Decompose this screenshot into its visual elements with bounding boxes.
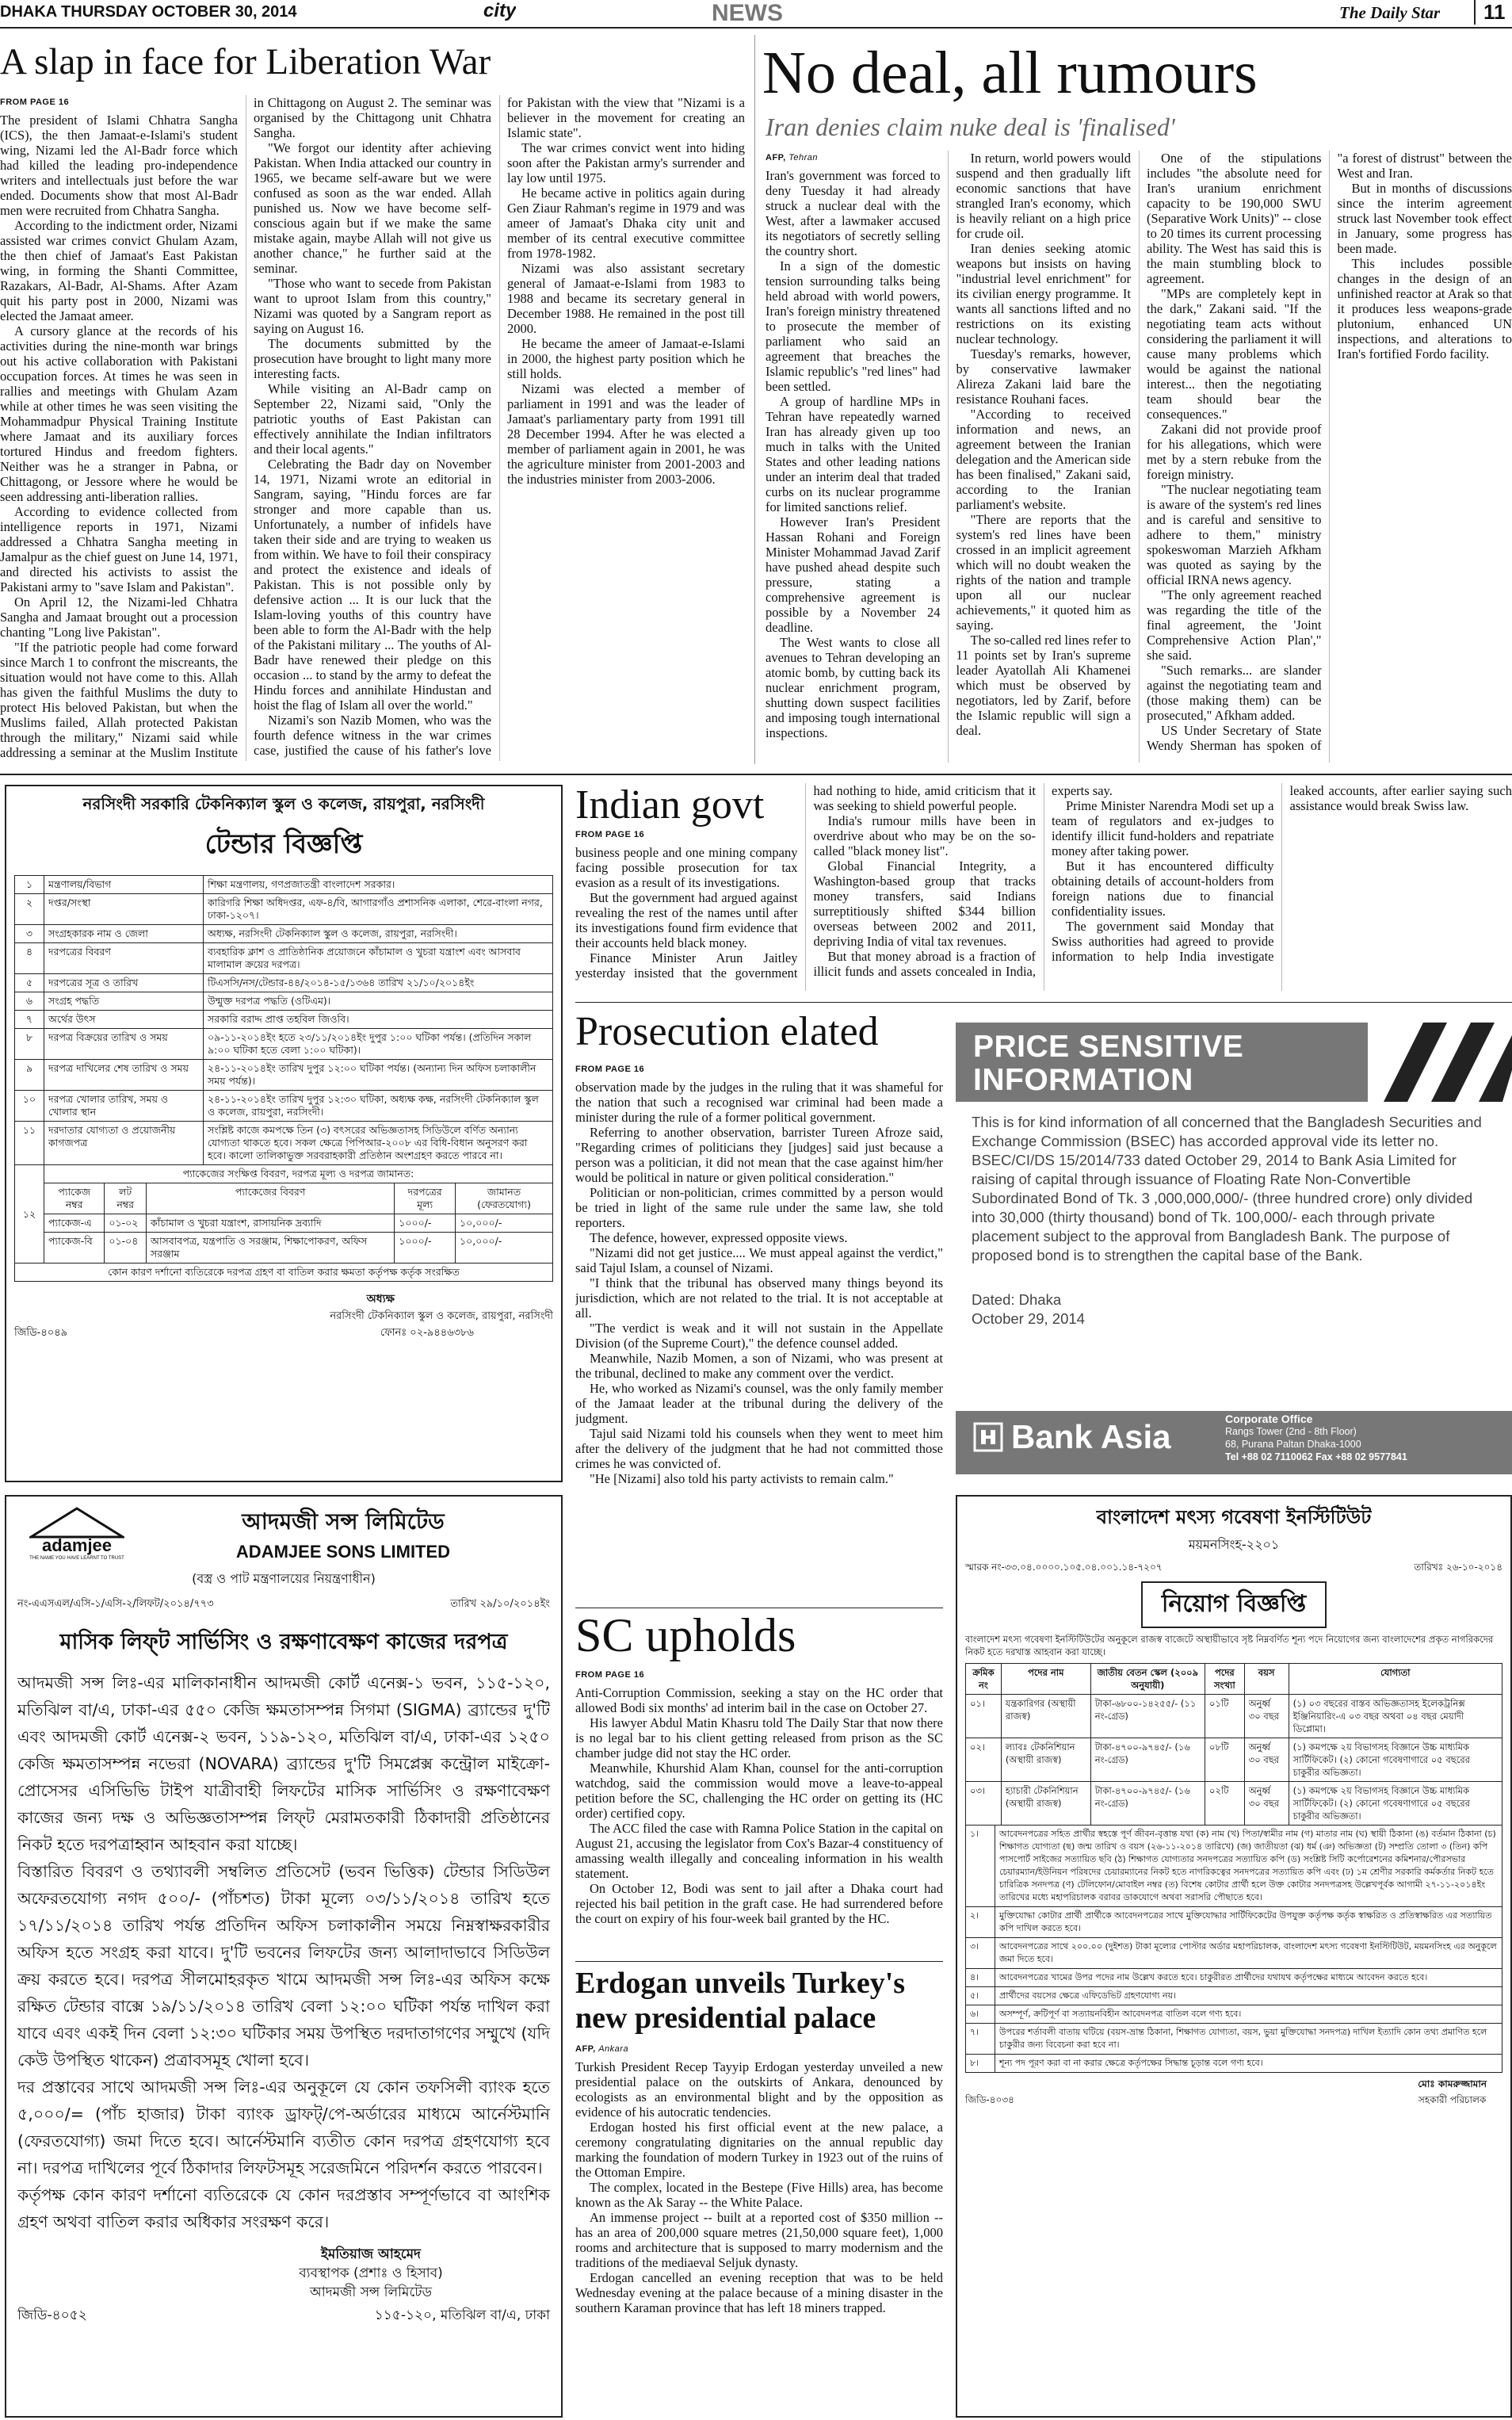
condition-row	[966, 1987, 1502, 2005]
condition-text: মুক্তিযোদ্ধা কোটার প্রার্থী প্রার্থীকে আবেদনপত্রের সাথে মুক্তিযোদ্ধার সার্টিফিকেটের উপযুক্ত কর্তৃপক্ষ কর্তৃক স্বাক্ষরিত ও প্রতিস্বাক্ষরিত এর সত্যায়িত কপি দাখিল করতে হবে।	[995, 1907, 1502, 1938]
section-divider	[575, 1002, 1512, 1003]
condition-row	[966, 1938, 1502, 1969]
paragraph: "The only agreement reached was regarding the title of the final agreement, the 'Joint Comprehensive Action Plan'," she said.	[1147, 587, 1322, 663]
paragraph: India's rumour mills have been in overdrive about who may be on the so-called "black money list".	[813, 813, 1036, 858]
paragraph: His lawyer Abdul Matin Khasru told The Daily Star that now there is no legal bar to his client getting released from prison as the SC chamber judge did not stay the HC order.	[575, 1715, 943, 1761]
table-cell: ১০,০০০/-	[456, 1233, 553, 1264]
condition-row	[966, 2005, 1502, 2024]
paragraph: But in months of discussions since the interim agreement struck last November took effect in January, some progress has been made.	[1337, 181, 1512, 256]
row-number: ২	[15, 894, 44, 925]
table-row	[15, 925, 553, 943]
row-value: কারিগরি শিক্ষা অধিদপ্তর, এফ-৪/বি, আগারগাঁও প্রশাসনিক এলাকা, শেরে-বাংলা নগর, ঢাকা-১২০৭।	[204, 894, 553, 925]
table-row	[15, 1214, 553, 1233]
table-cell: প্যাকেজ-বি	[44, 1233, 105, 1264]
dateline: Ankara	[598, 2044, 629, 2054]
ad-price-sensitive-date: October 29, 2014	[972, 1310, 1085, 1327]
condition-text: আবেদনপত্রের সাথে ২০০.০০ (দুইশত) টাকা মূল্যের পোস্টার অর্ডার মহাপরিচালক, বাংলাদেশ মৎস্য গবেষণা ইনস্টিটিউট, ময়মনসিংহ এর অনুকূলে জমা দিতে হবে।	[995, 1938, 1502, 1969]
table-cell: টাকা-৪৭০০-৯৭৪৫/- (১৬ নং-গ্রেড)	[1090, 1738, 1205, 1782]
ad-tender-title: টেন্ডার বিজ্ঞপ্তি	[204, 828, 363, 860]
condition-number: ৫।	[966, 1987, 995, 2005]
paragraph: Celebrating the Badr day on November 14, 1971, Nizami wrote an editorial in Sangram, saying, "Hindu forces are far stronger and more capable than us. Unfortunately, a number of infidels have taken their side and are trying to weaken us from within. We have to foil their conspiracy and protect the existence and ideals of Pakistan. This is not possible only by defensive action ... It is our luck that the Islam-loving youths of this country have been able to form the Al-Badr with the help of the Pakistani military ... The youths of Al-Badr have renewed their pledge on this occasion ... to stand by the army to defeat the Hindu forces and annihilate Hindustan and hoist the flag of Islam all over the world."	[254, 457, 491, 713]
adamjee-logo	[17, 1507, 136, 1561]
paragraph: Nizami was also assistant secretary general of Jamaat-e-Islami from 1983 to 1988 and became its secretary general in December 1988. He remained in the post till 2000.	[507, 261, 745, 336]
paragraph: Turkish President Recep Tayyip Erdogan yesterday unveiled a new presidential palace on the outskirts of Ankara, denounced by ecologists as an environmental blight and by the opposition as evidence of his autocratic tendencies.	[575, 2059, 943, 2120]
row-value: অধ্যক্ষ, নরসিংদী টেকনিক্যাল স্কুল ও কলেজ, রায়পুরা, নরসিংদী।	[204, 925, 553, 943]
table-cell: অনুর্ধ্ব ৩০ বছর	[1244, 1782, 1289, 1826]
article-liberation-body	[0, 95, 745, 761]
ad-fisheries-table	[965, 1663, 1502, 1826]
condition-number: ৭।	[966, 2024, 995, 2055]
table-row	[15, 1029, 553, 1060]
paragraph: "We forgot our identity after achieving Pakistan. When India attacked our country in 1965, we became self-aware but we were confused as soon as the war ended. Allah punished us. Now we have become self-conscious again but if we make the same mistake again, maybe Allah will not give us another chance," he further said at the seminar.	[254, 140, 491, 276]
article-erdogan	[575, 1966, 943, 2418]
paragraph: According to the indictment order, Nizami assisted war crimes convict Ghulam Azam, the then chief of Jamaat's East Pakistan wing, in forming the Shanti Committee, Razakars, Al-Badr, Al-Shams. After Azam quit his party post in 2000, Nizami was elected the Jamaat ameer.	[0, 218, 238, 323]
column-header: জাতীয় বেতন স্কেল (২০০৯ অনুযায়ী)	[1090, 1664, 1205, 1695]
paragraph: In a sign of the domestic tension surrounding talks being held abroad with world powers, Iran's foreign ministry threatened to prosecute the member of parliament who said an agreement that breaches the Islamic republic's "red lines" had been settled.	[766, 258, 941, 394]
row-value: ০৯-১১-২০১৪ইং হতে ২৩/১১/২০১৪ইং দুপুর ১:০০ ঘটিকা পর্যন্ত। (প্রতিদিন সকাল ৯:০০ ঘটিকা হতে বেলা ১:০০ ঘটিকা)।	[204, 1029, 553, 1060]
table-cell: যন্ত্রকারিগর (অস্থায়ী রাজস্ব)	[1001, 1695, 1090, 1738]
paragraph: Meanwhile, Nazib Momen, a son of Nizami, who was present at the tribunal, declined to make any comment over the verdict.	[575, 1351, 943, 1381]
gd-number: জিডি-৪০৪৯	[14, 1327, 68, 1339]
row-value: উন্মুক্ত দরপত্র পদ্ধতি (ওটিএম)।	[204, 992, 553, 1011]
ad-tender-footer	[14, 1325, 553, 1342]
office-line-1: Rangs Tower (2nd - 8th Floor)	[1225, 1426, 1357, 1437]
article-liberation-war	[0, 32, 745, 769]
headline-spacer	[575, 783, 798, 828]
paragraph: This includes possible changes in the design of an unfinished reactor at Arak so that it produces less weapons-grade plutonium, enhanced UN inspections, and alterations to Iran's fortified Fordo facility.	[1337, 256, 1512, 361]
paragraph: A group of hardline MPs in Tehran have repeatedly warned Iran has already given up too much in talks with the United States and other leading nations under an interim deal that traded curbs on its nuclear programme for limited sanctions relief.	[766, 394, 941, 514]
sign-name: ইমতিয়াজ আহমেদ	[321, 2246, 421, 2262]
column-header: বয়স	[1244, 1664, 1289, 1695]
row-label: সংগ্রহ পদ্ধতি	[44, 992, 204, 1011]
row-number: ৪	[15, 943, 44, 974]
condition-text: অসম্পূর্ণ, ক্রটিপূর্ণ বা সত্যায়নবিহীন আবেদনপত্র বাতিল বলে গণ্য হবে।	[995, 2005, 1502, 2024]
table-cell: ১০,০০০/-	[456, 1214, 553, 1233]
office-phone: Tel +88 02 7110062 Fax +88 02 9577841	[1225, 1451, 1407, 1462]
dateline: Tehran	[788, 153, 819, 162]
article-prosecution-body	[575, 1062, 943, 1609]
row-value: সরকারি বরাদ্দ প্রাপ্ত তহবিল জিওবি।	[204, 1011, 553, 1029]
row-label: সংগ্রহকারক নাম ও জেলা	[44, 925, 204, 943]
table-cell: ০৩।	[966, 1782, 1002, 1826]
table-row	[15, 1122, 553, 1165]
ad-fisheries	[956, 1495, 1512, 2418]
from-label: FROM PAGE 16	[575, 1065, 645, 1074]
paragraph: Nizami was elected a member of parliament in 1991 and was the leader of Jamaat's parliamentary party from 1991 till 28 December 1994. After he was elected a member of parliament again in 2001, he was the agriculture minister from 2001-2003 and the industries minister from 2003-2006.	[507, 381, 745, 487]
table-cell: (১) কমপক্ষে ২য় বিভাগসহ বিজ্ঞানে উচ্চ মাধ্যমিক সার্টিফিকেট। (২) কোনো গবেষণাগারে ০৫ বছরের চাকুরীর অভিজ্ঞতা।	[1289, 1782, 1502, 1826]
paragraph: But it has encountered difficulty obtaining details of account-holders from foreign nations due to financial confidentiality issues.	[1052, 858, 1274, 919]
paragraph: US Under Secretary of State Wendy Sherman has spoken of "a forest of distrust" between the West and Iran.	[1147, 151, 1512, 753]
paragraph: He, who worked as Nizami's counsel, was the only family member of the Jamaat leader at the tribunal during the delivery of the judgment.	[575, 1381, 943, 1426]
row-label: অর্থের উৎস	[44, 1011, 204, 1029]
bank-asia-logo-text: Bank Asia	[1011, 1418, 1171, 1455]
row-value: টিএসসি/নস/টেন্ডার-৪৪/২০১৪-১৫/১৩৬৪ তারিখ ২১/১০/২০১৪ইং	[204, 974, 553, 992]
adamjee-logo-tagline: THE NAME YOU HAVE LEARNT TO TRUST	[29, 1555, 124, 1561]
row-value: সংশ্লিষ্ট কাজে কমপক্ষে তিন (৩) বৎসরের অভিজ্ঞতাসহ সিডিউলে বর্ণিত অন্যান্য যোগ্যতা থাকতে হবে। সকল ক্ষেত্রে পিপিআর-২০০৮ এর বিধি-বিধান অনুসরণ করা হবে। কালো তালিকাভুক্ত সরবরাহকারী প্রতিষ্ঠান অংশগ্রহণ করতে পারবে না।	[204, 1122, 553, 1165]
ad-adamjee-header	[17, 1504, 550, 1562]
ad-tender-table	[14, 875, 553, 1165]
paragraph: In return, world powers would suspend and then gradually lift economic sanctions that have strangled Iran's economy, which is heavily reliant on a high price for crude oil.	[956, 151, 1131, 241]
paragraph: The complex, located in the Bestepe (Five Hills) area, has become known as the Ak Saray -- the White Palace.	[575, 2180, 943, 2210]
paragraph: A cursory glance at the records of his activities during the nine-month war brings out his active collaboration with Pakistani occupation forces. At times he was seen in rallies and meetings with Ghulam Azam while at other times he was seen visiting the Mohammadpur Physical Training Institute where Jamaat and its auxiliary forces tortured Hindus and freedom fighters. Neither was he a stranger in Pabna, or Chittagong, or Jessore where he would be seen addressing anti-liberation rallies.	[0, 323, 238, 504]
condition-row	[966, 1907, 1502, 1938]
paragraph: দর প্রস্তাবের সাথে আদমজী সন্স লিঃ-এর অনুকূলে যে কোন তফসিলী ব্যাংক হতে ৫,০০০/= (পাঁচ হাজার) টাকা ব্যাংক ড্রাফট্‌/পে-অর্ডারের মাধ্যমে আর্নেস্টমানি (ফেরতযোগ্য) জমা দিতে হবে। আর্নেস্টমানি ব্যতীত কোন দরপত্র গ্রহণযোগ্য হবে না। দরপত্র দাখিলের পূর্বে ঠিকাদার লিফটসমূহ সরেজমিনে পরিদর্শন করতে পারবেন।	[17, 2078, 550, 2177]
title-line-2: INFORMATION	[973, 1063, 1193, 1097]
masthead	[0, 0, 1512, 29]
ad-fisheries-ref-row	[965, 1561, 1502, 1577]
paragraph: Referring to another observation, barrister Tureen Afroze said, "Regarding crimes of politicians they [judges] said just because a person was a politician, it did not mean that the case against him/her would be political in nature or given political consideration."	[575, 1125, 943, 1185]
ad-tender-note: কোন কারণ দর্শানো ব্যতিরেকে দরপত্র গ্রহণ বা বাতিল করার ক্ষমতা কর্তৃপক্ষ কর্তৃক সংরক্ষিত	[15, 1264, 553, 1282]
table-cell: হ্যাচারী টেকনিশিয়ান (অস্থায়ী রাজস্ব)	[1001, 1782, 1090, 1826]
paragraph: observation made by the judges in the ruling that it was shameful for the nation that such a recognised war criminal had been made a minister during the rule of a former political government.	[575, 1080, 943, 1125]
paragraph: Iran denies seeking atomic weapons but insists on having "industrial level enrichment" for its civilian energy programme. It wants all sanctions lifted and no restrictions on its existing nuclear technology.	[956, 241, 1131, 346]
row-value: ব্যবহারিক ক্লাশ ও প্রাতিষ্ঠানিক প্রয়োজনে কাঁচামাল ও খুচরা যন্ত্রাংশ এবং আসবাব মালামাল ক্রয়ের দরপত্র।	[204, 943, 553, 974]
paragraph: He became active in politics again during Gen Ziaur Rahman's regime in 1979 and was ameer of Jamaat's Dhaka city unit and member of its central executive committee from 1978-1982.	[507, 185, 745, 261]
column-header: ক্রমিক নং	[966, 1664, 1002, 1695]
article-indian-govt	[575, 783, 1512, 997]
paragraph: Nizami's son Nazib Momen, who was the fourth defence witness in the war crimes case, justified the cause of his father's love for Pakistan with the view that "Nizami is a believer in the movement for creating an Islamic state".	[254, 95, 745, 758]
table-cell: প্যাকেজ-এ	[44, 1214, 105, 1233]
paragraph: While visiting an Al-Badr camp on September 22, Nizami said, "Only the patriotic youths of East Pakistan can effectively annihilate the Indian infiltrators and their local agents."	[254, 381, 491, 457]
row-number: ৯	[15, 1060, 44, 1091]
table-row	[966, 1695, 1502, 1738]
table-cell: আসবাবপত্র, যন্ত্রপাতি ও সরঞ্জাম, শিক্ষাপোকরণ, অফিস সরঞ্জাম	[146, 1233, 394, 1264]
condition-text: শূন্য পদ পূরণ করা বা না করার ক্ষেত্রে কর্তৃপক্ষের সিদ্ধান্ত চূড়ান্ত বলে গণ্য হবে।	[995, 2055, 1502, 2073]
condition-row	[966, 2055, 1502, 2073]
condition-number: ৮।	[966, 2055, 995, 2073]
masthead-date: DHAKA THURSDAY OCTOBER 30, 2014	[0, 3, 297, 21]
article-prosecution-headline: Prosecution elated	[575, 1009, 879, 1054]
paragraph: The documents submitted by the prosecution have brought to light many more interesting facts.	[254, 336, 491, 381]
table-cell: (১) কমপক্ষে ২য় বিভাগসহ বিজ্ঞানে উচ্চ মাধ্যমিক সার্টিফিকেট। (২) কোনো গবেষণাগারে ০৫ বছরের চাকুরীর অভিজ্ঞতা।	[1289, 1738, 1502, 1782]
section-divider	[0, 774, 1512, 775]
paragraph: "He [Nizami] also told his party activists to remain calm."	[590, 1471, 894, 1486]
paragraph: "According to received information and news, an agreement between the Iranian delegation and the American side has been finalised," Zakani said, according to the Iranian parliament's website.	[956, 407, 1131, 512]
paragraph: "Nizami did not get justice.... We must appeal against the verdict," said Tajul Islam, a counsel of Nizami.	[575, 1245, 943, 1275]
ad-adamjee-name-bn: আদমজী সন্স লিমিটেড	[242, 1508, 445, 1535]
ref-number: স্মারক নং-৩৩.০৪.০০০০.১০৫.০৪.০০১.১৪-৭২০৭	[965, 1562, 1163, 1573]
adamjee-logo-icon	[29, 1507, 124, 1539]
gd-number: জিডি-৪০৩৪	[965, 2094, 1014, 2105]
paragraph: But that money abroad is a fraction of illicit funds and assets concealed in India, experts say.	[813, 783, 1113, 979]
paragraph: "There are reports that the system's red lines have been crossed in an implicit agreement which will no doubt weaken the rights of the nation and trample upon all our nuclear achievements," it quoted him as saying.	[956, 512, 1131, 633]
row-number: ৮	[15, 1029, 44, 1060]
row-label: দরদাতার যোগ্যতা ও প্রয়োজনীয় কাগজপত্র	[44, 1122, 204, 1165]
agency: AFP,	[766, 153, 786, 162]
table-row	[15, 894, 553, 925]
ad-fisheries-location: ময়মনসিংহ-২২০১	[1188, 1537, 1280, 1552]
column-divider	[754, 35, 755, 764]
table-cell: ১০০০/-	[395, 1214, 456, 1233]
paragraph: The so-called red lines refer to 11 points set by Iran's supreme leader Ayatollah Ali Khamenei which must be observed by negotiators, led by Zarif, before the Islamic republic will sign a deal.	[956, 633, 1131, 738]
paragraph: Finance Minister Arun Jaitley yesterday insisted that the government had nothing to hide, amid criticism that it was seeking to shield powerful people.	[575, 783, 1036, 981]
paragraph: Erdogan cancelled an evening reception that was to be held Wednesday evening at the palace because of a mining disaster in the southern Karaman province that has left 18 miners trapped.	[575, 2270, 943, 2315]
paragraph: Global Financial Integrity, a Washington-based group that tracks money transfers, said Indians surreptitiously shifted $344 billion overseas between 2002 and 2011, depriving India of vital tax revenues.	[813, 858, 1036, 949]
masthead-section-city: city	[483, 0, 517, 21]
paragraph: Erdogan hosted his first official event at the new palace, a ceremony congratulating dignitaries on the annual republic day marking the foundation of modern Turkey in 1923 out of the ruins of the Ottoman Empire.	[575, 2120, 943, 2180]
ad-price-sensitive-title	[973, 1030, 1417, 1097]
table-cell: ০১।	[966, 1695, 1002, 1738]
from-label	[766, 151, 941, 166]
paragraph: According to evidence collected from intelligence reports in 1971, Nizami addressed a Chhatra Sangha meeting in Jamalpur as the chief guest on June 14, 1971, and directed his activists to assist the Pakistani army to "save Islam and Pakistan".	[0, 504, 238, 594]
row-label: দরপত্র দাখিলের শেষ তারিখ ও সময়	[44, 1060, 204, 1091]
paragraph: The defence, however, expressed opposite views.	[590, 1230, 848, 1245]
article-iran-subhead: Iran denies claim nuke deal is 'finalised'	[766, 113, 1175, 141]
masthead-page-number: 11	[1474, 0, 1506, 25]
ad-tender-heading: নরসিংদী সরকারি টেকনিক্যাল স্কুল ও কলেজ, রায়পুরা, নরসিংদী	[82, 794, 485, 813]
office-line-2: 68, Purana Paltan Dhaka-1000	[1225, 1439, 1361, 1450]
article-iran-body	[766, 151, 1512, 763]
row-number: ১০	[15, 1091, 44, 1122]
table-cell: টাকা-৬৮০০-১৪২৫৫/- (১১ নং-গ্রেড)	[1090, 1695, 1205, 1738]
ad-adamjee-body	[17, 1669, 550, 2235]
ad-tender-sign-title: অধ্যক্ষ	[366, 1293, 395, 1306]
column-header: প্যাকেজের বিবরণ	[146, 1183, 394, 1214]
ad-fisheries-signature	[1418, 2078, 1487, 2109]
paragraph: "MPs are completely kept in the dark," Zakani said. "If the negotiating team acts without considering the parliament it will cause many problems which would be against the national interest... then the negotiating team should bear the consequences."	[1147, 286, 1322, 422]
table-cell: ০২।	[966, 1738, 1002, 1782]
paragraph: Politician or non-politician, crimes committed by a person would be tried in light of the same rule under the same law, she told reporters.	[575, 1185, 943, 1230]
ad-tender-package-table	[14, 1164, 553, 1282]
ad-fisheries-conditions	[965, 1825, 1502, 2073]
ad-adamjee-name-en: ADAMJEE SONS LIMITED	[235, 1542, 451, 1562]
table-cell: ০১-০৪	[105, 1233, 147, 1264]
ad-fisheries-intro: বাংলাদেশ মৎস্য গবেষণা ইনস্টিটিউটের অনুকূলে রাজস্ব বাজেটে অস্থায়ীভাবে সৃষ্ট নিম্নবর্ণিত শূন্য পদে নিয়োগের জন্য বাংলাদেশের প্রকৃত নাগরিকদের নিকট হতে দরখাস্ত আহবান করা যাচ্ছে।	[965, 1634, 1494, 1657]
bank-asia-logo-icon	[973, 1422, 1003, 1452]
ad-tender-narsingdi	[5, 785, 563, 1482]
condition-number: ২।	[966, 1907, 995, 1938]
paragraph: আদমজী সন্স লিঃ-এর মালিকানাধীন আদমজী কোর্ট এনেক্স-১ ভবন, ১১৫-১২০, মতিঝিল বা/এ, ঢাকা-এর ৫৫০ কেজি ক্ষমতাসম্পন্ন সিগমা (SIGMA) ব্র্যান্ডের দু'টি এবং আদমজী কোর্ট এনেক্স-২ ভবন, ১১৯-১২০, মতিঝিল বা/এ, ঢাকা-এর ১২৫০ কেজি ক্ষমতাসম্পন্ন নভেরা (NOVARA) ব্র্যান্ডের দু'টি সিমপ্লেক্স কন্ট্রোল মাইক্রো-প্রোসেসর এসিভিভি টাইপ যাত্রীবাহী লিফটের মাসিক সার্ভিসিং ও রক্ষণাবেক্ষণ কাজের জন্য দক্ষ ও অভিজ্ঞতাসম্পন্ন লিফ্‌ট মেরামতকারী ঠিকাদারী প্রতিষ্ঠানের নিকট হতে দরপত্রাহ্বান আহবান করা যাচ্ছে।	[17, 1673, 550, 1854]
table-row	[966, 1738, 1502, 1782]
paragraph: One of the stipulations includes "the absolute need for Iran's uranium enrichment capacity to be 190,000 SWU (Separative Work Units)" -- close to 20 times its current processing ability. The West has said this is the main stumbling block to agreement.	[1147, 151, 1322, 286]
table-cell: ল্যাবঃ টেকনিশিয়ান (অস্থায়ী রাজস্ব)	[1001, 1738, 1090, 1782]
article-indian-govt-body	[575, 783, 1512, 991]
condition-text: প্রার্থীদের বয়সের ক্ষেত্রে এফিডেভিট গ্রহণযোগ্য নয়।	[995, 1987, 1502, 2005]
article-indian-govt-headline: Indian govt	[575, 783, 765, 828]
section-divider	[575, 1961, 943, 1962]
paragraph: On April 12, the Nizami-led Chhatra Sangha and Jamaat brought out a procession chanting "Long live Pakistan".	[0, 594, 238, 640]
condition-number: ৩।	[966, 1938, 995, 1969]
paragraph: Tajul said Nizami told his counsels when they went to meet him after the delivery of the judgment that he had not committed those crimes he was convicted of.	[575, 1426, 943, 1471]
sign-org: আদমজী সন্স লিমিটেড	[309, 2284, 433, 2300]
ad-price-sensitive-body: This is for kind information of all concerned that the Bangladesh Securities and Exchange Commission (BSEC) has accorded approval vide its letter no. BSEC/CI/DS 15/2014/733 dated October 29, 2014 to Bank Asia Limited for raising of capital through issuance of Floating Rate Non-Convertible Subordinated Bond of Tk. 3 ,000,000,000/- (three hundred crore) only divided into 30,000 (thirty thousand) bond of Tk. 100,000/- each through private placement subject to the approval from Bangladesh Bank. The purpose of proposed bond is to strengthen the capital base of the Bank.	[972, 1114, 1482, 1264]
table-cell: অনুর্ধ্ব ৩০ বছর	[1244, 1695, 1289, 1738]
bank-asia-pattern-graphic	[1368, 1023, 1512, 1102]
gd-number: জিডি-৪০৫২	[17, 2307, 87, 2323]
condition-text: আবেদনপত্রের সহিত প্রার্থীর স্বহস্তে পূর্ণ জীবন-বৃত্তান্ত যথা (ক) নাম (খ) পিতা/স্বামীর নাম (গ) মাতার নাম (ঘ) স্থায়ী ঠিকানা (ঙ) বর্তমান ঠিকানা (চ) শিক্ষাগত যোগ্যতা (ছ) জন্ম তারিখ ও বয়স (২৬-১১-২০১৪ তারিখে) (জ) জাতীয়তা (ঝ) ধর্ম (ঞ) অভিজ্ঞতা (ট) সম্প্রতি তোলা ৩ (তিন) কপি পাসপোর্ট সাইজের সত্যায়িত ছবি (ঠ) শিক্ষাগত যোগ্যতার সনদপত্রের সত্যায়িত কপি (ড) সংশ্লিষ্ট সিটি কর্পোরেশনের কমিশনার/পৌরসভার চেয়ারম্যান/ইউনিয়ন পরিষদের চেয়ারম্যানের নিকট হতে নাগরিকত্বের সনদপত্রের সত্যায়িত কপি এবং (ঢ) ১ম শ্রেণীর সরকারি কর্মকর্তার নিকট হতে চারিত্রিক সনদপত্র (ণ) টেলিফোন/মোবাইল নম্বর (ত) বিশেষ কোটার প্রার্থী হলে উক্ত কোটার সনদপত্রসহ উল্লেখপূর্বক আগামী ২৭-১১-২০১৪ইং তারিখের মধ্যে মহাপরিচালক বরাবর ডাকযোগে অথবা সরাসরি পৌছাতে হবে।	[995, 1826, 1502, 1907]
paragraph: An immense project -- built at a reported cost of $350 million -- has an area of 200,000 square metres (21,50,000 square feet), 1,000 rooms and architecture that is supposed to marry modernism and the traditions of the mediaeval Seljuk dynasty.	[575, 2210, 943, 2270]
paragraph: Tuesday's remarks, however, by conservative lawmaker Alireza Zakani laid bare the resistance Rouhani faces.	[956, 346, 1131, 407]
table-row	[15, 974, 553, 992]
paragraph: Meanwhile, Khurshid Alam Khan, counsel for the anti-corruption watchdog, said the commission would move a leave-to-appeal petition before the SC, challenging the HC order on getting its (HC order) certified copy.	[575, 1761, 943, 1821]
article-sc-headline: SC upholds	[575, 1609, 796, 1661]
condition-row	[966, 2024, 1502, 2055]
ad-price-sensitive	[956, 1023, 1512, 1474]
column-header: প্যাকেজ নম্বর	[44, 1183, 105, 1214]
condition-row	[966, 1826, 1502, 1907]
table-cell: ০৮টি	[1205, 1738, 1244, 1782]
article-erdogan-headline: Erdogan unveils Turkey's new presidential palace	[575, 1967, 906, 2035]
ad-adamjee-title: মাসিক লিফ্‌ট সার্ভিসিং ও রক্ষণাবেক্ষণ কাজের দরপত্র	[59, 1630, 508, 1654]
row-number: ৫	[15, 974, 44, 992]
ad-price-sensitive-dated: Dated: Dhaka	[972, 1291, 1062, 1308]
paragraph: He became the ameer of Jamaat-e-Islami in 2000, the highest party position which he still holds.	[507, 336, 745, 381]
condition-row	[966, 1969, 1502, 1987]
paragraph: কর্তৃপক্ষ কোন কারণ দর্শানো ব্যতিরেকে যে কোন দরপ্রস্তাব সম্পূর্ণভাবে বা আংশিক গ্রহণ অথবা বাতিল করার অধিকার সংরক্ষণ করে।	[17, 2185, 550, 2231]
article-iran-headline: No deal, all rumours	[762, 40, 1258, 106]
condition-number: ১।	[966, 1826, 995, 1907]
column-header: লট নম্বর	[105, 1183, 147, 1214]
paragraph: "The nuclear negotiating team is aware of the system's red lines and is careful and sensitive to adhere to them," ministry spokeswoman Marzieh Afkham was quoted as saying by the official IRNA news agency.	[1147, 482, 1322, 587]
condition-number: ৪।	[966, 1969, 995, 1987]
package-title: প্যাকেজের সংক্ষিপ্ত বিবরণ, দরপত্র মূল্য ও দরপত্র জামানত:	[44, 1165, 553, 1183]
from-label: FROM PAGE 16	[0, 97, 70, 107]
adamjee-logo-text: adamjee	[41, 1535, 113, 1555]
table-row	[15, 1011, 553, 1029]
paragraph: But the government had argued against revealing the rest of the names until after its investigations found firm evidence that their accounts held black money.	[575, 890, 798, 950]
row-value: ২৪-১১-২০১৪ইং তারিখ দুপুর ১২:৩০ ঘটিকা, অধ্যক্ষ কক্ষ, নরসিংদী টেকনিক্যাল স্কুল ও কলেজ, রায়পুরা, নরসিংদী।	[204, 1091, 553, 1122]
table-row	[15, 1091, 553, 1122]
condition-text: আবেদনপত্রের খামের উপর পদের নাম উল্লেখ করতে হবে। চাকুরীরত প্রার্থীদের যথাযথ কর্তৃপক্ষের মাধ্যমে আবেদন করতে হবে।	[995, 1969, 1502, 1987]
table-row	[15, 1060, 553, 1091]
ref-date: তারিখ ২৯/১০/২০১৪ইং	[450, 1598, 550, 1610]
article-prosecution	[575, 1008, 943, 1611]
column-header: পদের নাম	[1001, 1664, 1090, 1695]
row-value: ২৪-১১-২০১৪ইং তারিখ দুপুর ১২:০০ ঘটিকা পর্যন্ত। (অন্যান্য দিন অফিস চলাকালীন সময় পর্যন্ত)।	[204, 1060, 553, 1091]
condition-number: ৬।	[966, 2005, 995, 2024]
table-cell: ০২টি	[1205, 1782, 1244, 1826]
title-line-1: PRICE SENSITIVE	[973, 1030, 1244, 1064]
article-iran	[762, 32, 1512, 769]
paragraph: বিস্তারিত বিবরণ ও তথ্যাবলী সম্বলিত প্রতিসেট (ভবন ভিত্তিক) টেন্ডার সিডিউল অফেরতযোগ্য নগদ ৫০০/- (পাঁচশত) টাকা মূল্যে ০৩/১১/২০১৪ তারিখ হতে ১৭/১১/২০১৪ তারিখ পর্যন্ত প্রতিদিন অফিস চলাকালীন সময়ে নিম্নস্বাক্ষরকারীর অফিস হতে সংগ্রহ করা যাবে। দু'টি ভবনের লিফটের জন্য আলাদাভাবে সিডিউল ক্রয় করতে হবে। দরপত্র সীলমোহরকৃত খামে আদমজী সন্স লিঃ-এর অফিস কক্ষে রক্ষিত টেন্ডার বাক্সে ১৯/১১/২০১৪ তারিখ বেলা ১২:০০ ঘটিকা পর্যন্ত দাখিল করা যাবে এবং একই দিন বেলা ১২:৩০ ঘটিকার সময় উপস্থিত দরদাতাগণের সম্মুখে (যদি কেউ উপস্থিত থাকেন) প্রত্রাবসমূহ খোলা হবে।	[17, 1862, 550, 2070]
column-header: জামানত (ফেরতযোগ্য)	[456, 1183, 553, 1214]
article-sc-upholds	[575, 1609, 943, 1958]
from-label: FROM PAGE 16	[575, 1670, 645, 1680]
agency: AFP,	[575, 2044, 596, 2054]
paragraph: The ACC filed the case with Ramna Police Station in the capital on August 21, accusing the legislator from Cox's Bazar-4 constituency of amassing wealth illegally and concealing information in his wealth statement.	[575, 1821, 943, 1881]
paragraph: The president of Islami Chhatra Sangha (ICS), the then Jamaat-e-Islami's student wing, Nizami led the Al-Badr force which had killed the leading pro-independence writers and intellectuals just before the war ended. Documents show that most Al-Badr men were recruited from Chhatra Sangha.	[0, 113, 238, 218]
condition-text: উপরের শর্তাবলী বাতায় ঘটিয়ে (বয়স-ভ্রান্ত ঠিকানা, শিক্ষাগত যোগ্যতা, বয়স, ভুয়া মুক্তিযোদ্ধা সনদপত্র) দাখিল ইত্যাদি কোন তথ্য প্রমাণিত হলে চাকুরীর জন্য বিবেচনা করা হবে না।	[995, 2024, 1502, 2055]
paragraph: Anti-Corruption Commission, seeking a stay on the HC order that allowed Bodi six months' ad interim bail in the case on October 27.	[575, 1685, 943, 1715]
from-label	[575, 2042, 943, 2057]
row-label: দরপত্র খোলার তারিখ, সময় ও খোলার স্থান	[44, 1091, 204, 1122]
ad-adamjee-ref-row	[17, 1596, 550, 1613]
table-row	[15, 876, 553, 894]
paragraph: The war crimes convict went into hiding soon after the Pakistan army's surrender and lay low until 1975.	[507, 140, 745, 185]
paragraph: "Such remarks... are slander against the negotiating team and (those making them) can be prosecuted," Afkham added.	[1147, 663, 1322, 723]
paragraph: The West wants to close all avenues to Tehran developing an atomic bomb, by cutting back its nuclear enrichment program, shutting down suspect facilities and imposing tough international inspections.	[766, 635, 941, 740]
paragraph: However Iran's President Hassan Rohani and Foreign Minister Mohammad Javad Zarif have pushed ahead despite such pressure, stating a comprehensive agreement is possible by a November 24 deadline.	[766, 514, 941, 635]
table-cell: (১) ০৩ বছরের বাস্তব অভিজ্ঞতাসহ ইলেকট্রনিক্স ইঞ্জিনিয়ারিং-এ ০৩ বছর অথবা ০৪ বছর মেয়াদী ডিপ্লোমা।	[1289, 1695, 1502, 1738]
ad-adamjee-footer	[17, 2305, 550, 2327]
table-cell: ০১-০২	[105, 1214, 147, 1233]
from-label: FROM PAGE 16	[575, 830, 645, 839]
table-cell: অনুর্ধ্ব ৩০ বছর	[1244, 1738, 1289, 1782]
paragraph: On October 12, Bodi was sent to jail after a Dhaka court had rejected his bail petition in the graft case. He had surrendered before the court on expiry of his four-week bail granted by the HC.	[575, 1881, 943, 1926]
paragraph: Iran's government was forced to deny Tuesday it had already struck a nuclear deal with the West, after a lawmaker accused its negotiators of secretly selling the country short.	[766, 168, 941, 258]
phone: ফোনঃ ০২-৯৪৪৬৩৮৬	[380, 1327, 474, 1339]
ref-date: তারিখঃ ২৬-১০-২০১৪	[1414, 1562, 1502, 1573]
table-cell: কাঁচামাল ও খুচরা যন্ত্রাংশ, রাসায়নিক দ্রব্যাদি	[146, 1214, 394, 1233]
address: ১১৫-১২০, মতিঝিল বা/এ, ঢাকা	[374, 2307, 550, 2323]
package-row-number: ১২	[15, 1165, 44, 1264]
table-row	[966, 1782, 1502, 1826]
row-label: দরপত্র বিক্রয়ের তারিখ ও সময়	[44, 1029, 204, 1060]
paragraph: "Those who want to secede from Pakistan want to uproot Islam from this country," Nizami was quoted by a Sangram report as saying on August 16.	[254, 276, 491, 336]
ad-adamjee-sub: (বস্ত্র ও পাট মন্ত্রণালয়ের নিয়ন্ত্রণাধীন)	[192, 1571, 376, 1586]
table-row	[15, 1233, 553, 1264]
ad-adamjee-signature	[192, 2245, 550, 2302]
ad-tender-sign-org: নরসিংদী টেকনিক্যাল স্কুল ও কলেজ, রায়পুরা, নরসিংদী	[330, 1310, 553, 1322]
paragraph: business people and one mining company facing possible prosecution for tax evasion as a result of its investigations.	[575, 845, 798, 890]
masthead-section-news: NEWS	[712, 0, 783, 26]
article-sc-body	[575, 1668, 943, 1955]
row-number: ৩	[15, 925, 44, 943]
table-cell: ০১টি	[1205, 1695, 1244, 1738]
ad-price-sensitive-panel	[956, 1102, 1512, 1411]
paragraph: The government said Monday that Swiss authorities had agreed to provide information to help India investigate leaked accounts, after earlier saying such assistance would break Swiss law.	[1052, 783, 1512, 964]
ad-adamjee	[5, 1495, 563, 2418]
row-label: দরপত্রের সূত্র ও তারিখ	[44, 974, 204, 992]
column-header: পদের সংখ্যা	[1205, 1664, 1244, 1695]
article-liberation-headline: A slap in face for Liberation War	[0, 41, 491, 82]
paragraph: Prime Minister Narendra Modi set up a team of regulators and ex-judges to identify illicit fund-holders and repatriate money after taking power.	[1052, 798, 1274, 858]
table-cell: টাকা-৪৭০০-৯৭৪৫/- (১৬ নং-গ্রেড)	[1090, 1782, 1205, 1826]
sign-title: ব্যবস্থাপক (প্রশাঃ ও হিসাব)	[299, 2265, 443, 2281]
table-row	[15, 943, 553, 974]
column-header: দরপত্রের মূল্য	[395, 1183, 456, 1214]
paragraph: "If the patriotic people had come forward since March 1 to confront the miscreants, the situation would not have come to this. Allah has given the faithful Muslims the duty to protect His beloved Pakistan, but when the Muslims failed, Allah protected Pakistan through the military," Nizami said while addressing a seminar at the Muslim Institute in Chittagong on August 2. The seminar was organised by the Chittagong unit Chhatra Sangha.	[0, 95, 491, 760]
bank-asia-address	[1225, 1413, 1502, 1463]
row-label: মন্ত্রণালয়/বিভাগ	[44, 876, 204, 894]
table-cell: ১০০০/-	[395, 1233, 456, 1264]
office-title: Corporate Office	[1225, 1413, 1313, 1425]
table-row	[15, 992, 553, 1011]
ref-number: নং-এএসএল/এসি-১/এসি-২/লিফট/২০১৪/৭৭৩	[17, 1598, 214, 1610]
ad-fisheries-heading: বাংলাদেশ মৎস্য গবেষণা ইনস্টিটিউট	[1096, 1506, 1372, 1528]
article-erdogan-body	[575, 2042, 943, 2414]
row-label: দপ্তর/সংস্থা	[44, 894, 204, 925]
paragraph: "I think that the tribunal has observed many things beyond its jurisdiction, which are not related to the trial. It is not acceptable at all.	[575, 1275, 943, 1321]
row-number: ১১	[15, 1122, 44, 1165]
row-number: ৭	[15, 1011, 44, 1029]
bank-asia-logo	[973, 1409, 1171, 1465]
row-number: ১	[15, 876, 44, 894]
paragraph: Zakani did not provide proof for his allegations, which were met by a stern rebuke from the foreign ministry.	[1147, 422, 1322, 482]
ad-adamjee-name-block	[136, 1504, 550, 1562]
row-label: দরপত্রের বিবরণ	[44, 943, 204, 974]
ad-fisheries-footer	[965, 2078, 1502, 2109]
ad-fisheries-title-wrap	[965, 1581, 1502, 1628]
sign-name: মোঃ কামরুজ্জামান	[1418, 2078, 1487, 2089]
row-number: ৬	[15, 992, 44, 1011]
masthead-paper-name: The Daily Star	[1339, 3, 1441, 22]
ad-fisheries-title: নিয়োগ বিজ্ঞপ্তি	[1141, 1581, 1327, 1628]
row-value: শিক্ষা মন্ত্রণালয়, গণপ্রজাতন্ত্রী বাংলাদেশ সরকার।	[204, 876, 553, 894]
paragraph: "The verdict is weak and it will not sustain in the Appellate Division (of the Supreme Court)," the defence counsel added.	[575, 1321, 943, 1351]
sign-title: সহকারী পরিচালক	[1418, 2094, 1487, 2105]
column-header: যোগ্যতা	[1289, 1664, 1502, 1695]
